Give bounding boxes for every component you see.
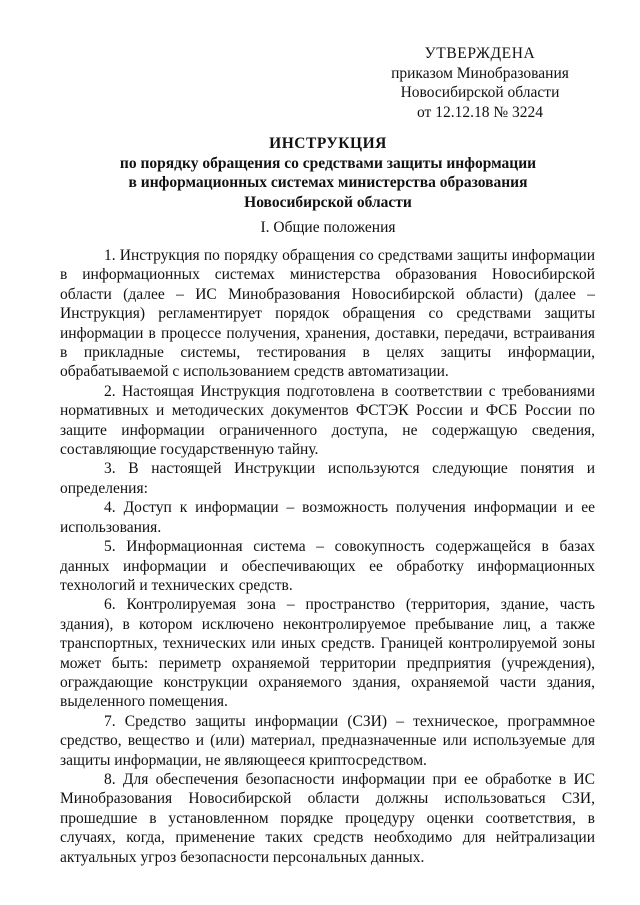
paragraph-6: 6. Контролируемая зона – пространство (территория, здание, часть здания), в котором исключено неконтролируемое пребывание лиц, а также транспортных, технических или иных средств. Границей контролируемой зоны может быть: периметр охраняемой территории предприятия (учреждения), ограждающие конструкции охраняемого здания, охраняемой части здания, выделенного помещения. <box>60 596 595 711</box>
paragraph-7: 7. Средство защиты информации (СЗИ) – техническое, программное средство, вещество и (или) материал, предназначенные или используемые для защиты информации, не являющееся криптосредством. <box>60 712 595 769</box>
approval-stamp <box>375 44 585 122</box>
paragraph-1: 1. Инструкция по порядку обращения со средствами защиты информации в информационных системах министерства образования Новосибирской области (далее – ИС Минобразования Новосибирской области) (далее – Инструкция) регламентирует порядок обращения со средствами защиты информации в процессе получения, хранения, доставки, передачи, встраивания в прикладные системы, тестирования в целях защиты информации, обрабатываемой с использованием средств автоматизации. <box>60 247 595 381</box>
document-subtitle-line-3: Новосибирской области <box>244 193 412 211</box>
document-heading <box>60 134 596 212</box>
document-title: ИНСТРУКЦИЯ <box>269 135 387 152</box>
document-body <box>60 246 595 867</box>
paragraph-3: 3. В настоящей Инструкции используются следующие понятия и определения: <box>60 460 595 497</box>
paragraph-5: 5. Информационная система – совокупность содержащейся в базах данных информации и обеспечивающих ее обработку информационных технологий и технических средств. <box>60 538 595 594</box>
section-title: I. Общие положения <box>260 219 396 236</box>
approval-date-number: от 12.12.18 № 3224 <box>417 103 543 121</box>
paragraph-4: 4. Доступ к информации – возможность получения информации и ее использования. <box>60 499 595 536</box>
document-subtitle-line-1: по порядку обращения со средствами защиты информации <box>119 154 537 172</box>
approval-order: приказом Минобразования <box>391 64 569 82</box>
paragraph-2: 2. Настоящая Инструкция подготовлена в соответствии с требованиями нормативных и методических документов ФСТЭК России и ФСБ России по защите информации ограниченного доступа, не содержащую сведения, составляющие государственную тайну. <box>60 382 595 459</box>
approval-region: Новосибирской области <box>400 84 560 101</box>
paragraph-8: 8. Для обеспечения безопасности информации при ее обработке в ИС Минобразования Новосибирской области должны использоваться СЗИ, прошедшие в установленном порядке процедуру оценки соответствия, в случаях, когда, применение таких средств необходимо для нейтрализации актуальных угроз безопасности персональных данных. <box>60 770 595 866</box>
document-subtitle-line-2: в информационных системах министерства образования <box>128 174 528 191</box>
approval-title: УТВЕРЖДЕНА <box>424 45 536 62</box>
